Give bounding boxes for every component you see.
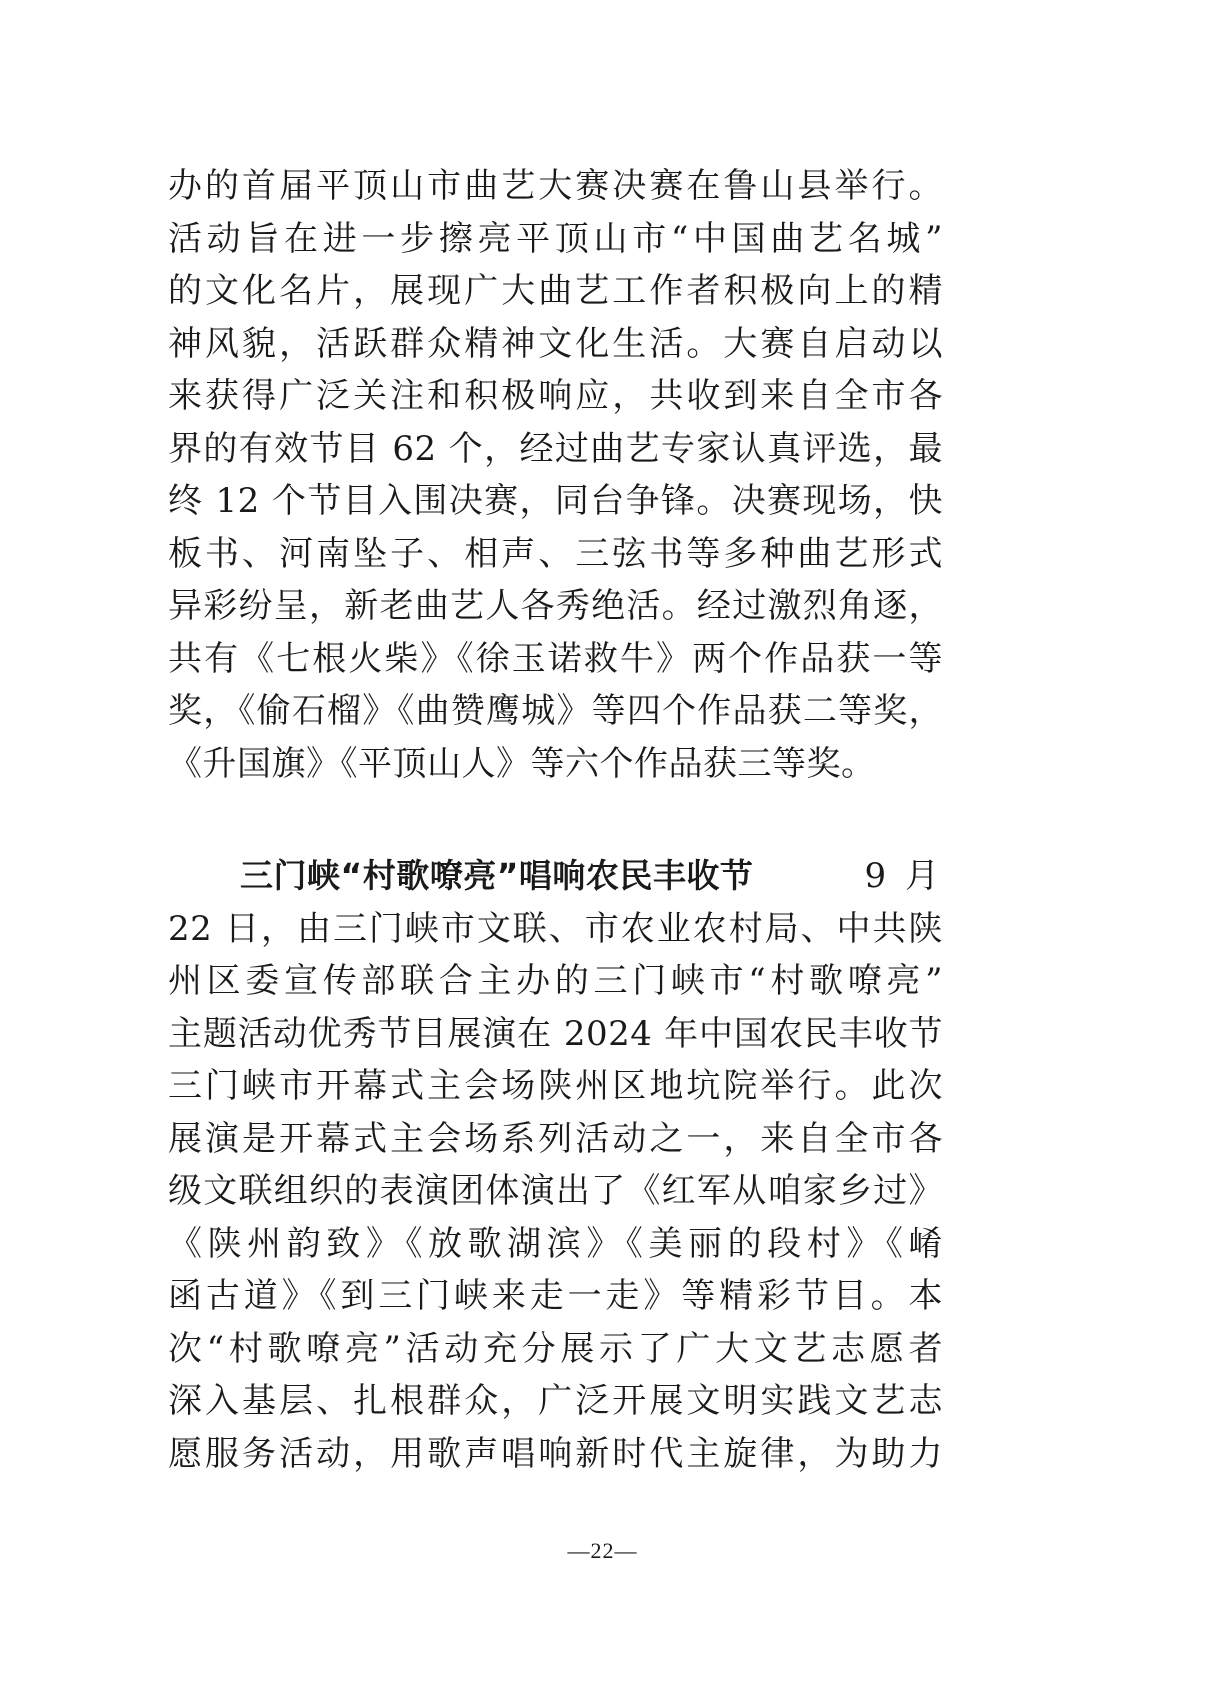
document-page [168, 160, 943, 1480]
paragraph-line: 主题活动优秀节目展演在 2024 年中国农民丰收节 [168, 1013, 943, 1054]
section-sanmenxia-cunge [168, 850, 943, 1480]
section-pingdingshan-quyi [168, 160, 943, 790]
section-heading-line [168, 850, 943, 903]
paragraph-line: 板书、河南坠子、相声、三弦书等多种曲艺形式 [168, 533, 943, 574]
page-number: —22— [567, 1538, 638, 1563]
section-spacer [168, 790, 943, 850]
paragraph-line: 活动旨在进一步擦亮平顶山市“中国曲艺名城” [168, 218, 943, 259]
paragraph-line: 愿服务活动，用歌声唱响新时代主旋律，为助力 [168, 1433, 943, 1474]
paragraph-line: 奖，《偷石榴》《曲赞鹰城》等四个作品获二等奖， [168, 691, 943, 731]
section-heading: 三门峡“村歌嘹亮”唱响农民丰收节 [240, 856, 754, 895]
paragraph-line: 《升国旗》《平顶山人》等六个作品获三等奖。 [168, 743, 876, 784]
paragraph-line: 《陕州韵致》《放歌湖滨》《美丽的段村》《崤 [168, 1223, 943, 1264]
paragraph-line: 界的有效节目 62 个，经过曲艺专家认真评选，最 [168, 428, 943, 469]
heading-date-start: 9 月 [864, 856, 943, 896]
paragraph-line: 神风貌，活跃群众精神文化生活。大赛自启动以 [168, 323, 943, 364]
paragraph-line: 来获得广泛关注和积极响应，共收到来自全市各 [168, 376, 943, 416]
paragraph-line: 次“村歌嘹亮”活动充分展示了广大文艺志愿者 [168, 1328, 943, 1369]
paragraph-line: 共有《七根火柴》《徐玉诺救牛》两个作品获一等 [168, 638, 943, 679]
paragraph-line: 办的首届平顶山市曲艺大赛决赛在鲁山县举行。 [168, 166, 943, 206]
paragraph-line: 州区委宣传部联合主办的三门峡市“村歌嘹亮” [168, 961, 943, 1001]
paragraph-line: 级文联组织的表演团体演出了《红军从咱家乡过》 [168, 1171, 943, 1211]
paragraph-line: 深入基层、扎根群众，广泛开展文明实践文艺志 [168, 1381, 943, 1421]
paragraph-line: 终 12 个节目入围决赛，同台争锋。决赛现场，快 [168, 481, 943, 521]
paragraph-line: 三门峡市开幕式主会场陕州区地坑院举行。此次 [168, 1066, 943, 1106]
paragraph-line: 的文化名片，展现广大曲艺工作者积极向上的精 [168, 271, 943, 311]
paragraph-line: 展演是开幕式主会场系列活动之一，来自全市各 [168, 1118, 943, 1159]
paragraph-line: 函古道》《到三门峡来走一走》等精彩节目。本 [168, 1276, 943, 1316]
paragraph-line: 22 日，由三门峡市文联、市农业农村局、中共陕 [168, 908, 943, 949]
paragraph-line: 异彩纷呈，新老曲艺人各秀绝活。经过激烈角逐， [168, 586, 943, 626]
